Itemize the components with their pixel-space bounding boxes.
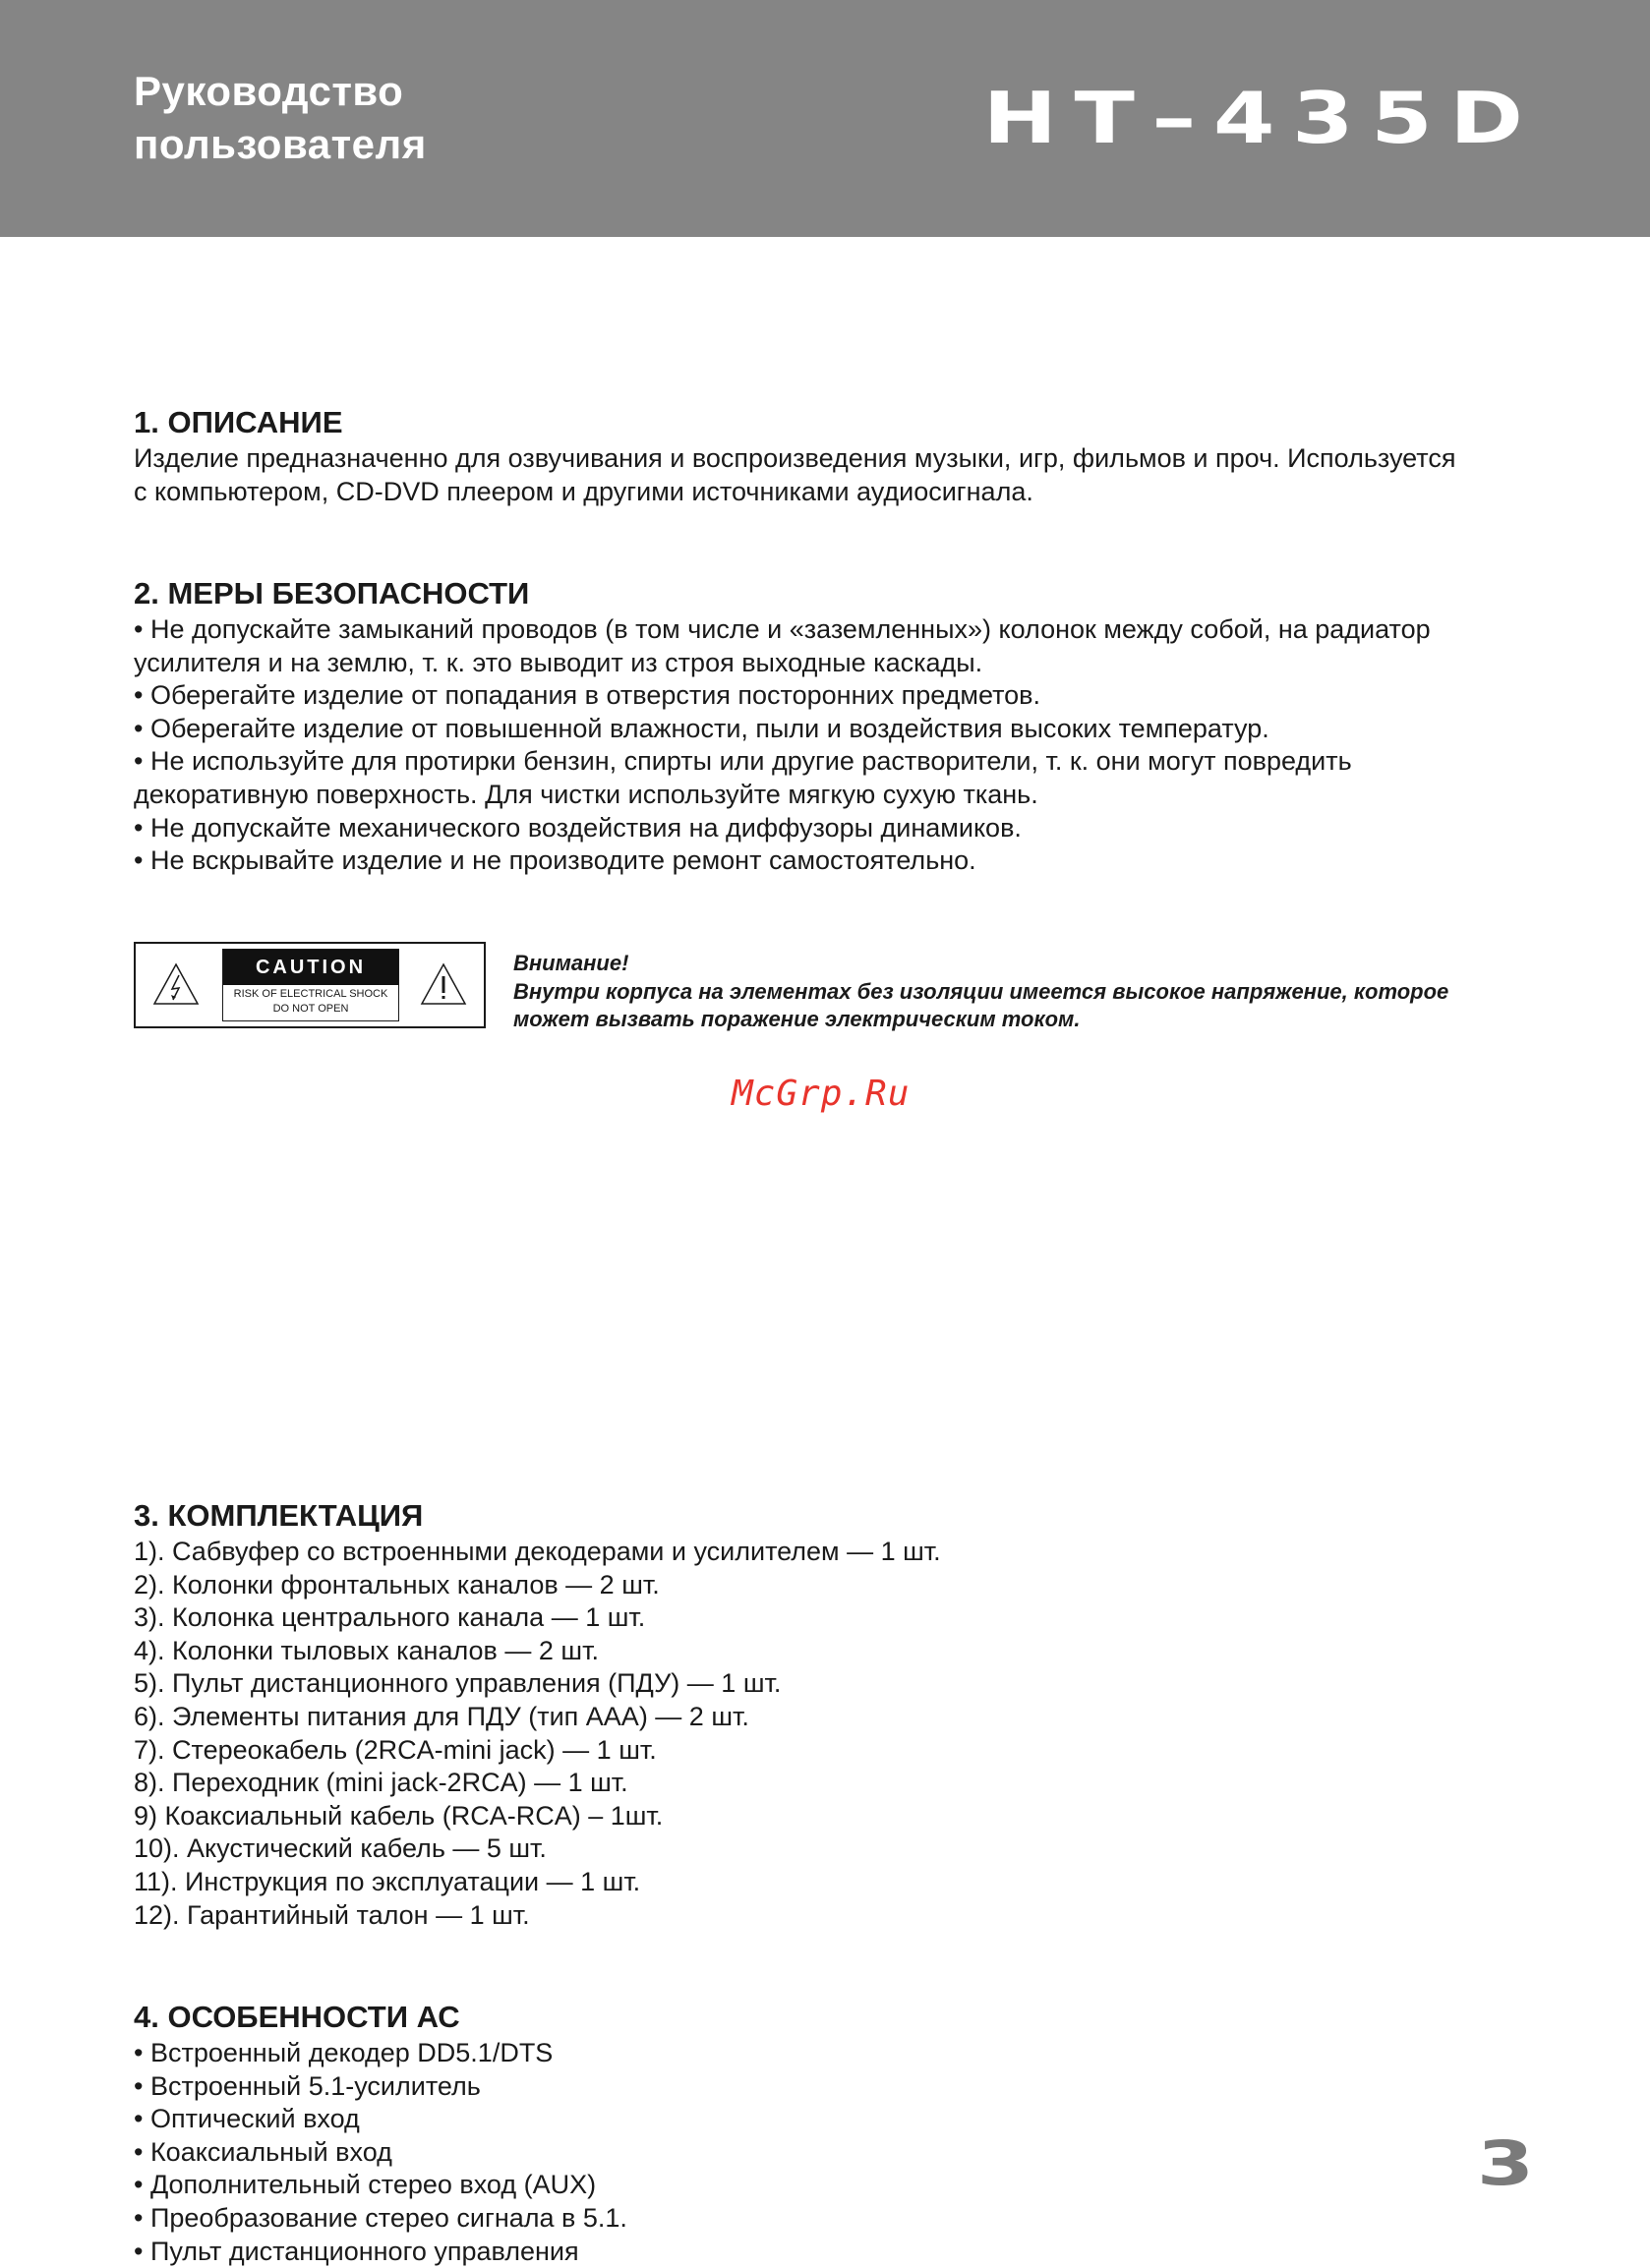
page-header	[0, 0, 1650, 237]
contents-item: 7). Стереокабель (2RCA-mini jack) — 1 шт.	[134, 1734, 657, 1765]
section-heading: 1. ОПИСАНИЕ	[134, 405, 343, 439]
warning-line: может вызвать поражение электрическим током.	[513, 1007, 1081, 1031]
warning-title: Внимание!	[513, 951, 629, 975]
section-heading: 2. МЕРЫ БЕЗОПАСНОСТИ	[134, 576, 530, 611]
watermark: McGrp.Ru	[732, 1074, 911, 1114]
feature-item: • Пульт дистанционного управления	[134, 2236, 579, 2266]
safety-line: усилителя и на землю, т. к. это выводит из строя выходные каскады.	[134, 647, 983, 677]
contents-item: 12). Гарантийный талон — 1 шт.	[134, 1899, 530, 1930]
contents-item: 3). Колонка центрального канала — 1 шт.	[134, 1602, 646, 1633]
contents-item: 11). Инструкция по эксплуатации — 1 шт.	[134, 1866, 641, 1896]
contents-item: 4). Колонки тыловых каналов — 2 шт.	[134, 1635, 599, 1665]
warning-line: Внутри корпуса на элементах без изоляции имеется высокое напряжение, которое	[513, 978, 1449, 1004]
feature-item: • Встроенный декодер DD5.1/DTS	[134, 2038, 554, 2067]
safety-line: декоративную поверхность. Для чистки используйте мягкую сухую ткань.	[134, 779, 1038, 809]
feature-item: • Преобразование стерео сигнала в 5.1.	[134, 2202, 627, 2233]
safety-line: • Не вскрывайте изделие и не производите ремонт самостоятельно.	[134, 845, 976, 876]
caution-block	[134, 942, 1540, 1032]
paragraph-line: Изделие предназначенно для озвучивания и воспроизведения музыки, игр, фильмов и проч. Используется	[134, 443, 1456, 473]
caution-center-panel	[222, 949, 399, 1021]
section-description	[134, 403, 1456, 508]
feature-item: • Встроенный 5.1-усилитель	[134, 2070, 481, 2101]
section-heading: 3. КОМПЛЕКТАЦИЯ	[134, 1498, 424, 1533]
safety-line: • Оберегайте изделие от попадания в отверстия посторонних предметов.	[134, 680, 1040, 711]
feature-item: • Оптический вход	[134, 2104, 360, 2134]
caution-subtitle-1: RISK OF ELECTRICAL SHOCK	[233, 988, 388, 1000]
section-heading: 4. ОСОБЕННОСТИ АС	[134, 2000, 460, 2034]
safety-line: • Не используйте для протирки бензин, спирты или другие растворители, т. к. они могут повредить	[134, 746, 1352, 777]
caution-label	[134, 942, 486, 1028]
contents-item: 5). Пульт дистанционного управления (ПДУ) — 1 шт.	[134, 1668, 782, 1699]
safety-line: • Не допускайте механического воздействия на диффузоры динамиков.	[134, 812, 1022, 843]
contents-item: 10). Акустический кабель — 5 шт.	[134, 1833, 547, 1864]
safety-line: • Не допускайте замыканий проводов (в том числе и «заземленных») колонок между собой, на радиатор	[134, 614, 1431, 644]
electric-shock-warning-icon	[151, 961, 201, 1007]
section-features	[134, 1998, 627, 2268]
contents-item: 9) Коаксиальный кабель (RCA-RCA) – 1шт.	[134, 1800, 664, 1831]
contents-item: 2). Колонки фронтальных каналов — 2 шт.	[134, 1569, 660, 1599]
safety-line: • Оберегайте изделие от повышенной влажности, пыли и воздействия высоких температур.	[134, 713, 1269, 743]
manual-title-line1: Руководство	[134, 68, 404, 114]
caution-title: CAUTION	[223, 950, 398, 985]
section-safety	[134, 574, 1431, 878]
exclamation-warning-icon	[419, 961, 468, 1007]
contents-item: 6). Элементы питания для ПДУ (тип ААА) — 2 шт.	[134, 1701, 749, 1731]
paragraph-line: с компьютером, CD-DVD плеером и другими источниками аудиосигнала.	[134, 476, 1033, 506]
feature-item: • Дополнительный стерео вход (AUX)	[134, 2170, 597, 2200]
manual-title	[134, 65, 427, 171]
caution-warning-text	[513, 950, 1546, 1034]
contents-item: 8). Переходник (mini jack-2RCA) — 1 шт.	[134, 1768, 628, 1798]
model-name: HT–435D	[982, 77, 1540, 159]
contents-item: 1). Сабвуфер со встроенными декодерами и усилителем — 1 шт.	[134, 1537, 941, 1566]
page-number: 3	[1476, 2127, 1534, 2199]
caution-subtitle-2: DO NOT OPEN	[272, 1003, 349, 1015]
manual-title-line2: пользователя	[134, 121, 427, 167]
section-contents	[134, 1496, 941, 1932]
feature-item: • Коаксиальный вход	[134, 2136, 392, 2167]
